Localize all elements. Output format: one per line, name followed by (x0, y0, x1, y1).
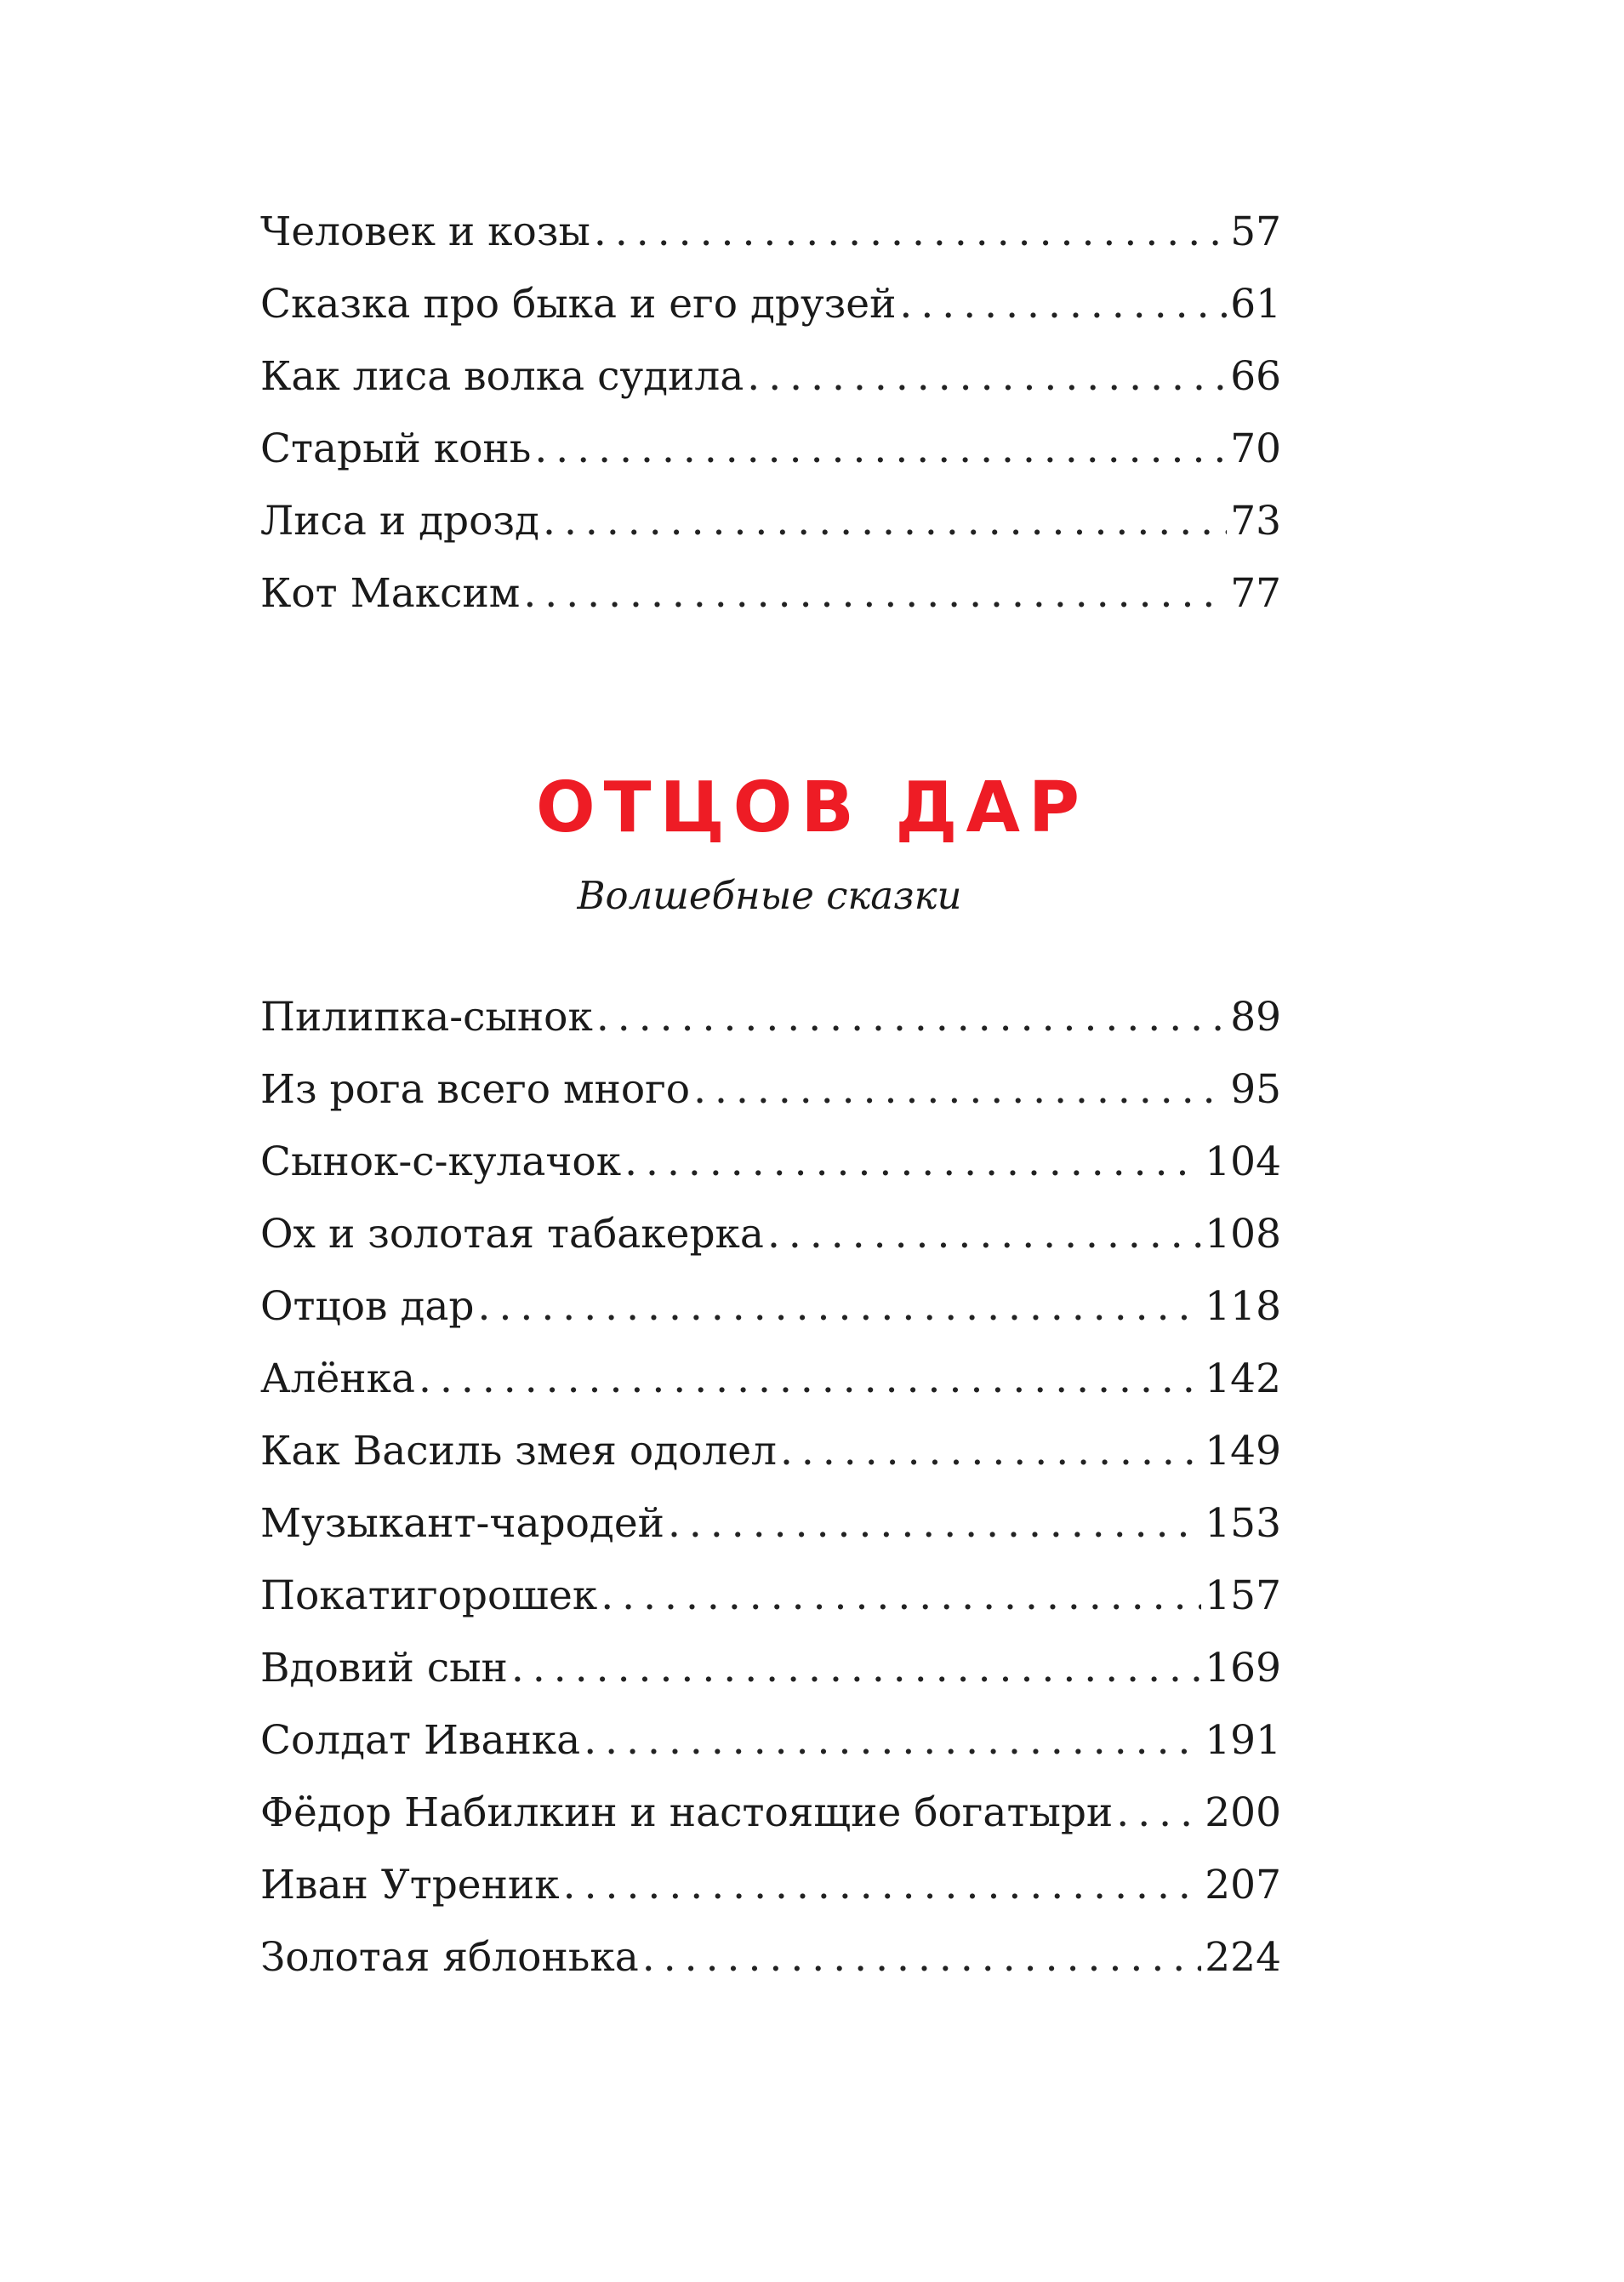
toc-entry-title: Алёнка (260, 1355, 415, 1402)
toc-entry[interactable] (260, 485, 1281, 557)
toc-entry-title: Как Василь змея одолел (260, 1428, 777, 1475)
toc-entry-page: 57 (1230, 208, 1281, 255)
toc-dot-leader (747, 340, 1227, 413)
toc-entry-title: Ох и золотая табакерка (260, 1211, 764, 1258)
toc-entry-page: 89 (1230, 994, 1281, 1041)
toc-entry[interactable] (260, 981, 1281, 1053)
toc-entry[interactable] (260, 413, 1281, 485)
toc-entry[interactable] (260, 268, 1281, 340)
toc-dot-leader (596, 981, 1227, 1053)
toc-entry[interactable] (260, 1270, 1281, 1343)
toc-dot-leader (1116, 1777, 1201, 1849)
toc-entry[interactable] (260, 1704, 1281, 1777)
toc-dot-leader (642, 1921, 1202, 1994)
toc-dot-leader (419, 1343, 1201, 1415)
toc-dot-leader (543, 485, 1227, 557)
toc-entry-page: 108 (1205, 1211, 1281, 1258)
toc-entry[interactable] (260, 1560, 1281, 1632)
toc-entry-title: Человек и козы (260, 208, 590, 255)
toc-dot-leader (584, 1704, 1201, 1777)
toc-entry-title: Сказка про быка и его друзей (260, 281, 897, 328)
toc-entry-page: 104 (1205, 1138, 1281, 1185)
toc-dot-leader (601, 1560, 1201, 1632)
toc-entry-title: Покатигорошек (260, 1572, 598, 1619)
toc-entry[interactable] (260, 1849, 1281, 1921)
toc-entry[interactable] (260, 557, 1281, 630)
toc-dot-leader (767, 1198, 1201, 1270)
toc-entry-title: Солдат Иванка (260, 1717, 581, 1764)
toc-entry-page: 61 (1230, 281, 1281, 328)
toc-entry-title: Иван Утреник (260, 1862, 560, 1908)
toc-entry[interactable] (260, 196, 1281, 268)
toc-entry[interactable] (260, 1053, 1281, 1126)
toc-entry-title: Кот Максим (260, 570, 521, 617)
toc-dot-leader (534, 413, 1227, 485)
toc-entry-page: 153 (1205, 1500, 1281, 1547)
toc-entry-page: 70 (1230, 425, 1281, 472)
toc-entry-page: 191 (1205, 1717, 1281, 1764)
toc-dot-leader (594, 196, 1227, 268)
toc-dot-leader (624, 1126, 1201, 1198)
toc-entry[interactable] (260, 1777, 1281, 1849)
toc-dot-leader (523, 557, 1227, 630)
toc-entry-title: Как лиса волка судила (260, 353, 744, 400)
toc-entry[interactable] (260, 1921, 1281, 1994)
toc-entry-title: Из рога всего много (260, 1066, 691, 1113)
toc-entry-page: 200 (1205, 1789, 1281, 1836)
toc-entry-page: 118 (1205, 1283, 1281, 1330)
section-subtitle: Волшебные сказки (577, 873, 962, 918)
toc-entry-title: Пилипка-сынок (260, 994, 593, 1041)
toc-entry-title: Сынок-с-кулачок (260, 1138, 622, 1185)
toc-dot-leader (563, 1849, 1202, 1921)
toc-entry-title: Старый конь (260, 425, 532, 472)
toc-entry-page: 149 (1205, 1428, 1281, 1475)
toc-entry-title: Золотая яблонька (260, 1934, 639, 1981)
toc-entry[interactable] (260, 1487, 1281, 1560)
toc-entry-title: Музыкант-чародей (260, 1500, 664, 1547)
section-heading: ОТЦОВ ДАР (535, 767, 1089, 848)
toc-entry-title: Лиса и дрозд (260, 498, 539, 545)
toc-list-first (260, 196, 1281, 630)
toc-dot-leader (693, 1053, 1227, 1126)
toc-entry-page: 157 (1205, 1572, 1281, 1619)
toc-entry[interactable] (260, 340, 1281, 413)
toc-entry-page: 207 (1205, 1862, 1281, 1908)
toc-entry[interactable] (260, 1126, 1281, 1198)
toc-entry-title: Фёдор Набилкин и настоящие богатыри (260, 1789, 1114, 1836)
toc-list-second (260, 981, 1281, 1994)
toc-dot-leader (668, 1487, 1201, 1560)
toc-entry[interactable] (260, 1415, 1281, 1487)
toc-dot-leader (478, 1270, 1202, 1343)
toc-entry[interactable] (260, 1198, 1281, 1270)
toc-entry-page: 95 (1230, 1066, 1281, 1113)
toc-entry-page: 77 (1230, 570, 1281, 617)
toc-entry-page: 169 (1205, 1645, 1281, 1692)
toc-dot-leader (899, 268, 1227, 340)
toc-entry-page: 73 (1230, 498, 1281, 545)
toc-entry[interactable] (260, 1343, 1281, 1415)
toc-entry-title: Отцов дар (260, 1283, 475, 1330)
toc-entry-page: 142 (1205, 1355, 1281, 1402)
toc-dot-leader (780, 1415, 1201, 1487)
toc-entry-title: Вдовий сын (260, 1645, 508, 1692)
toc-entry-page: 224 (1205, 1934, 1281, 1981)
toc-entry[interactable] (260, 1632, 1281, 1704)
toc-entry-page: 66 (1230, 353, 1281, 400)
toc-dot-leader (511, 1632, 1201, 1704)
